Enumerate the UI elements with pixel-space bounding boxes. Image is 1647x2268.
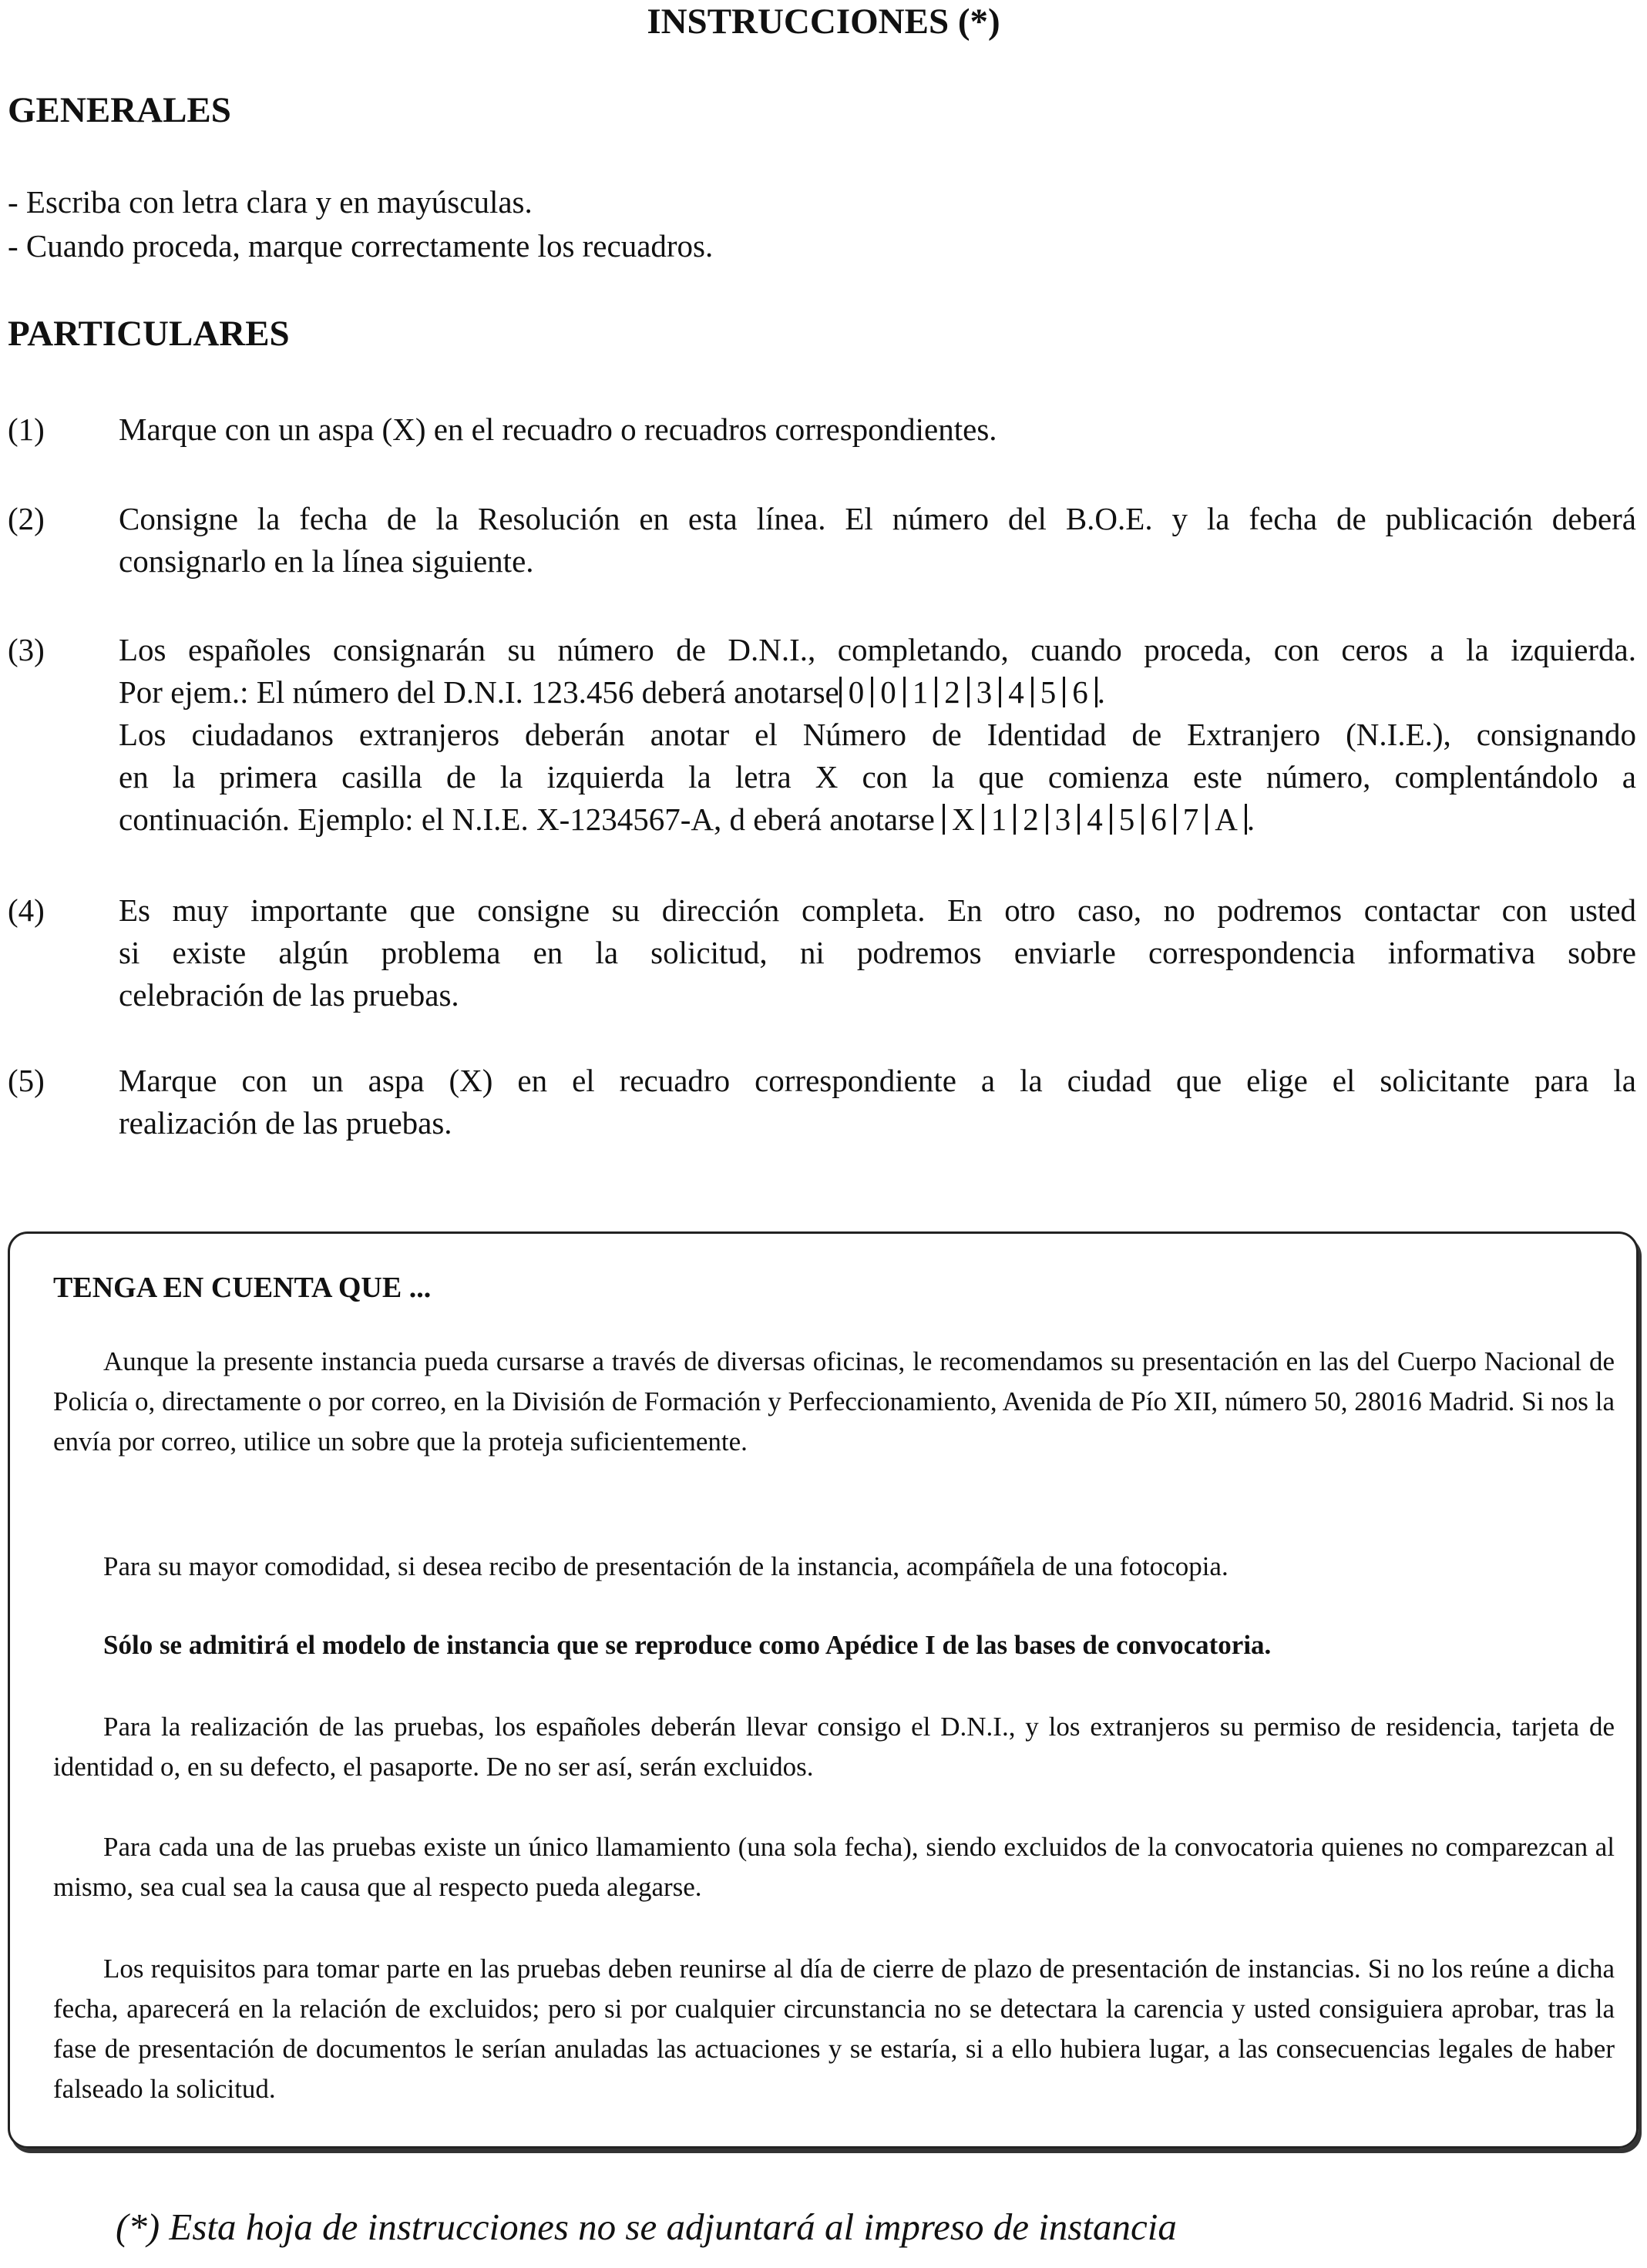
- item-number: (1): [8, 412, 45, 447]
- nie-cell: X: [943, 804, 982, 835]
- item-number: (2): [8, 501, 45, 536]
- nie-cell: 7: [1174, 804, 1206, 835]
- dni-cell: 6: [1063, 677, 1097, 707]
- item-line: celebración de las pruebas.: [119, 977, 459, 1013]
- generales-list: [8, 180, 1626, 268]
- item-line: Marque con un aspa (X) en el recuadro correspondiente a la ciudad que elige el solicitante para la: [119, 1063, 1636, 1098]
- period: .: [1246, 801, 1255, 837]
- item-text: [119, 1060, 1636, 1144]
- item-line: Los españoles consignarán su número de D.N.I., completando, cuando proceda, con ceros a la izquierda.: [119, 632, 1636, 667]
- item-line: Marque con un aspa (X) en el recuadro o recuadros correspondientes.: [119, 412, 997, 447]
- notice-paragraph: Los requisitos para tomar parte en las pruebas deben reunirse al día de cierre de plazo de presentación de instancias. Si no los reúne a dicha fecha, aparecerá en la relación de excluidos; pero si por cualquier circunstancia no se detectara la carencia y usted consiguiera aprobar, tras la fase de presentación de documentos le serían anuladas las actuaciones y se estaría, si a ello hubiera lugar, a las consecuencias legales de haber falseado la solicitud.: [53, 1954, 1615, 2104]
- item-number: (5): [8, 1063, 45, 1098]
- dni-cell: 0: [839, 677, 872, 707]
- generales-heading: GENERALES: [8, 90, 231, 130]
- dni-cell: 3: [967, 677, 1000, 707]
- footer-note: (*) Esta hoja de instrucciones no se adjuntará al impreso de instancia: [116, 2206, 1177, 2248]
- nie-example-text: continuación. Ejemplo: el N.I.E. X-1234567-A, d eberá anotarse: [119, 801, 935, 837]
- particulares-heading: PARTICULARES: [8, 314, 290, 354]
- nie-cells: [943, 798, 1247, 841]
- dni-cell: 2: [935, 677, 967, 707]
- notice-paragraph: Aunque la presente instancia pueda cursarse a través de diversas oficinas, le recomendamos su presentación en las del Cuerpo Nacional de Policía o, directamente o por correo, en la División de Formación y Perfeccionamiento, Avenida de Pío XII, número 50, 28016 Madrid. Si nos la envía por correo, utilice un sobre que la proteja suficientemente.: [53, 1346, 1615, 1457]
- page-title: INSTRUCCIONES (*): [647, 2, 1000, 42]
- dni-cell: 0: [871, 677, 903, 707]
- nie-cell: 4: [1077, 804, 1110, 835]
- item-text: [119, 889, 1636, 1016]
- nie-example-line: [119, 798, 1636, 841]
- item-text: [119, 408, 1636, 451]
- item-line: en la primera casilla de la izquierda la letra X con la que comienza este número, complentándolo a: [119, 759, 1636, 795]
- nie-cell: 5: [1110, 804, 1142, 835]
- nie-cell: A: [1205, 804, 1247, 835]
- item-line: Los ciudadanos extranjeros deberán anotar el Número de Identidad de Extranjero (N.I.E.), consignando: [119, 717, 1636, 752]
- nie-cell: 2: [1013, 804, 1046, 835]
- item-line: realización de las pruebas.: [119, 1105, 452, 1141]
- item-line: si existe algún problema en la solicitud, ni podremos enviarle correspondencia informativa sobre: [119, 935, 1636, 970]
- nie-cell: 3: [1046, 804, 1078, 835]
- item-number: (3): [8, 632, 45, 667]
- notice-paragraph: Para su mayor comodidad, si desea recibo de presentación de la instancia, acompáñela de una fotocopia.: [103, 1551, 1229, 1581]
- item-text: [119, 498, 1636, 583]
- generales-line: - Escriba con letra clara y en mayúsculas.: [8, 184, 533, 220]
- generales-line: - Cuando proceda, marque correctamente los recuadros.: [8, 228, 714, 264]
- notice-paragraph: Para la realización de las pruebas, los españoles deberán llevar consigo el D.N.I., y los extranjeros su permiso de residencia, tarjeta de identidad o, en su defecto, el pasaporte. De no ser así, serán excluidos.: [53, 1712, 1615, 1782]
- notice-box: [8, 1231, 1639, 2149]
- dni-example-text: Por ejem.: El número del D.N.I. 123.456 deberá anotarse: [119, 674, 839, 710]
- item-text: [119, 629, 1636, 841]
- period: .: [1097, 674, 1106, 710]
- nie-cell: 1: [982, 804, 1014, 835]
- item-line: consignarlo en la línea siguiente.: [119, 543, 534, 579]
- item-number: (4): [8, 892, 45, 928]
- item-line: Es muy importante que consigne su dirección completa. En otro caso, no podremos contactar con usted: [119, 892, 1636, 928]
- notice-paragraph-emphasis: Sólo se admitirá el modelo de instancia que se reproduce como Apédice I de las bases de convocatoria.: [103, 1630, 1272, 1660]
- nie-cell: 6: [1141, 804, 1174, 835]
- dni-example-line: [119, 671, 1636, 714]
- dni-cell: 5: [1031, 677, 1064, 707]
- notice-heading: TENGA EN CUENTA QUE ...: [53, 1272, 432, 1304]
- dni-cell: 1: [903, 677, 936, 707]
- dni-cells: [839, 671, 1097, 714]
- dni-cell: 4: [999, 677, 1031, 707]
- notice-paragraph: Para cada una de las pruebas existe un único llamamiento (una sola fecha), siendo excluidos de la convocatoria quienes no comparezcan al mismo, sea cual sea la causa que al respecto pueda alegarse.: [53, 1832, 1615, 1902]
- item-line: Consigne la fecha de la Resolución en esta línea. El número del B.O.E. y la fecha de publicación deberá: [119, 501, 1636, 536]
